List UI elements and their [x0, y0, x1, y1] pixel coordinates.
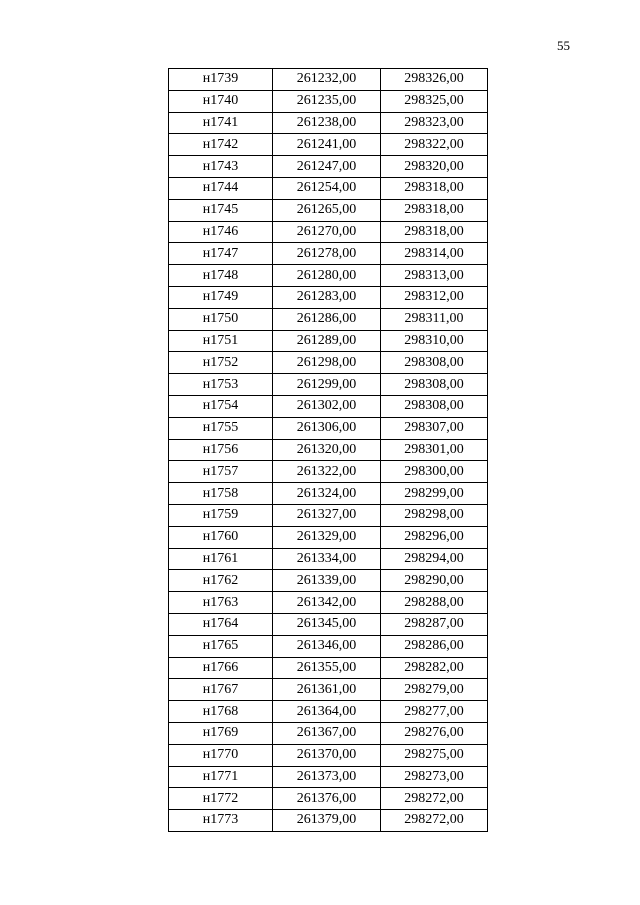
x-coordinate-cell: 261346,00 [273, 635, 381, 657]
x-coordinate-cell: 261238,00 [273, 112, 381, 134]
table-row [169, 701, 488, 723]
y-coordinate-cell: 298325,00 [381, 90, 488, 112]
point-id-cell: н1763 [169, 592, 273, 614]
point-id-cell: н1755 [169, 417, 273, 439]
x-coordinate-cell: 261364,00 [273, 701, 381, 723]
point-id-cell: н1773 [169, 810, 273, 832]
table-row [169, 635, 488, 657]
x-coordinate-cell: 261235,00 [273, 90, 381, 112]
point-id-cell: н1768 [169, 701, 273, 723]
table-row [169, 330, 488, 352]
table-row [169, 177, 488, 199]
point-id-cell: н1740 [169, 90, 273, 112]
table-row [169, 69, 488, 91]
y-coordinate-cell: 298296,00 [381, 526, 488, 548]
point-id-cell: н1761 [169, 548, 273, 570]
point-id-cell: н1748 [169, 265, 273, 287]
point-id-cell: н1757 [169, 461, 273, 483]
x-coordinate-cell: 261324,00 [273, 483, 381, 505]
table-row [169, 286, 488, 308]
table-row [169, 395, 488, 417]
x-coordinate-cell: 261280,00 [273, 265, 381, 287]
y-coordinate-cell: 298307,00 [381, 417, 488, 439]
coordinates-table [168, 68, 488, 832]
point-id-cell: н1743 [169, 156, 273, 178]
point-id-cell: н1752 [169, 352, 273, 374]
y-coordinate-cell: 298287,00 [381, 613, 488, 635]
x-coordinate-cell: 261376,00 [273, 788, 381, 810]
x-coordinate-cell: 261299,00 [273, 374, 381, 396]
y-coordinate-cell: 298310,00 [381, 330, 488, 352]
y-coordinate-cell: 298320,00 [381, 156, 488, 178]
point-id-cell: н1759 [169, 504, 273, 526]
point-id-cell: н1772 [169, 788, 273, 810]
x-coordinate-cell: 261306,00 [273, 417, 381, 439]
x-coordinate-cell: 261241,00 [273, 134, 381, 156]
y-coordinate-cell: 298318,00 [381, 221, 488, 243]
table-row [169, 722, 488, 744]
point-id-cell: н1741 [169, 112, 273, 134]
table-row [169, 417, 488, 439]
table-row [169, 766, 488, 788]
table-row [169, 265, 488, 287]
y-coordinate-cell: 298314,00 [381, 243, 488, 265]
x-coordinate-cell: 261289,00 [273, 330, 381, 352]
y-coordinate-cell: 298301,00 [381, 439, 488, 461]
x-coordinate-cell: 261345,00 [273, 613, 381, 635]
y-coordinate-cell: 298299,00 [381, 483, 488, 505]
y-coordinate-cell: 298298,00 [381, 504, 488, 526]
x-coordinate-cell: 261247,00 [273, 156, 381, 178]
x-coordinate-cell: 261334,00 [273, 548, 381, 570]
x-coordinate-cell: 261379,00 [273, 810, 381, 832]
table-row [169, 483, 488, 505]
point-id-cell: н1754 [169, 395, 273, 417]
y-coordinate-cell: 298308,00 [381, 374, 488, 396]
y-coordinate-cell: 298290,00 [381, 570, 488, 592]
x-coordinate-cell: 261342,00 [273, 592, 381, 614]
x-coordinate-cell: 261302,00 [273, 395, 381, 417]
point-id-cell: н1744 [169, 177, 273, 199]
table-row [169, 526, 488, 548]
x-coordinate-cell: 261322,00 [273, 461, 381, 483]
y-coordinate-cell: 298279,00 [381, 679, 488, 701]
y-coordinate-cell: 298286,00 [381, 635, 488, 657]
x-coordinate-cell: 261320,00 [273, 439, 381, 461]
y-coordinate-cell: 298277,00 [381, 701, 488, 723]
point-id-cell: н1758 [169, 483, 273, 505]
point-id-cell: н1762 [169, 570, 273, 592]
point-id-cell: н1756 [169, 439, 273, 461]
y-coordinate-cell: 298308,00 [381, 352, 488, 374]
table-row [169, 221, 488, 243]
point-id-cell: н1771 [169, 766, 273, 788]
table-row [169, 504, 488, 526]
table-row [169, 352, 488, 374]
table-row [169, 134, 488, 156]
y-coordinate-cell: 298273,00 [381, 766, 488, 788]
x-coordinate-cell: 261278,00 [273, 243, 381, 265]
y-coordinate-cell: 298272,00 [381, 788, 488, 810]
table-row [169, 199, 488, 221]
table-row [169, 788, 488, 810]
point-id-cell: н1747 [169, 243, 273, 265]
point-id-cell: н1760 [169, 526, 273, 548]
point-id-cell: н1746 [169, 221, 273, 243]
point-id-cell: н1749 [169, 286, 273, 308]
y-coordinate-cell: 298318,00 [381, 199, 488, 221]
table-row [169, 156, 488, 178]
table-row [169, 308, 488, 330]
x-coordinate-cell: 261339,00 [273, 570, 381, 592]
table-row [169, 570, 488, 592]
x-coordinate-cell: 261367,00 [273, 722, 381, 744]
table-row [169, 374, 488, 396]
point-id-cell: н1764 [169, 613, 273, 635]
table-row [169, 592, 488, 614]
x-coordinate-cell: 261355,00 [273, 657, 381, 679]
y-coordinate-cell: 298323,00 [381, 112, 488, 134]
point-id-cell: н1770 [169, 744, 273, 766]
x-coordinate-cell: 261254,00 [273, 177, 381, 199]
x-coordinate-cell: 261370,00 [273, 744, 381, 766]
x-coordinate-cell: 261270,00 [273, 221, 381, 243]
y-coordinate-cell: 298312,00 [381, 286, 488, 308]
table-row [169, 810, 488, 832]
page-number: 55 [557, 38, 570, 53]
x-coordinate-cell: 261298,00 [273, 352, 381, 374]
table-row [169, 243, 488, 265]
point-id-cell: н1765 [169, 635, 273, 657]
point-id-cell: н1766 [169, 657, 273, 679]
y-coordinate-cell: 298294,00 [381, 548, 488, 570]
y-coordinate-cell: 298326,00 [381, 69, 488, 91]
table-row [169, 461, 488, 483]
x-coordinate-cell: 261329,00 [273, 526, 381, 548]
x-coordinate-cell: 261373,00 [273, 766, 381, 788]
y-coordinate-cell: 298288,00 [381, 592, 488, 614]
y-coordinate-cell: 298308,00 [381, 395, 488, 417]
table-row [169, 613, 488, 635]
table-row [169, 548, 488, 570]
y-coordinate-cell: 298322,00 [381, 134, 488, 156]
y-coordinate-cell: 298272,00 [381, 810, 488, 832]
table-row [169, 679, 488, 701]
y-coordinate-cell: 298313,00 [381, 265, 488, 287]
table-row [169, 744, 488, 766]
point-id-cell: н1769 [169, 722, 273, 744]
point-id-cell: н1753 [169, 374, 273, 396]
y-coordinate-cell: 298311,00 [381, 308, 488, 330]
x-coordinate-cell: 261286,00 [273, 308, 381, 330]
x-coordinate-cell: 261361,00 [273, 679, 381, 701]
y-coordinate-cell: 298282,00 [381, 657, 488, 679]
x-coordinate-cell: 261232,00 [273, 69, 381, 91]
coordinates-table-body [169, 69, 488, 832]
y-coordinate-cell: 298275,00 [381, 744, 488, 766]
point-id-cell: н1767 [169, 679, 273, 701]
table-row [169, 90, 488, 112]
table-row [169, 439, 488, 461]
point-id-cell: н1751 [169, 330, 273, 352]
y-coordinate-cell: 298276,00 [381, 722, 488, 744]
x-coordinate-cell: 261283,00 [273, 286, 381, 308]
point-id-cell: н1750 [169, 308, 273, 330]
point-id-cell: н1745 [169, 199, 273, 221]
x-coordinate-cell: 261265,00 [273, 199, 381, 221]
point-id-cell: н1739 [169, 69, 273, 91]
point-id-cell: н1742 [169, 134, 273, 156]
x-coordinate-cell: 261327,00 [273, 504, 381, 526]
y-coordinate-cell: 298318,00 [381, 177, 488, 199]
table-row [169, 657, 488, 679]
y-coordinate-cell: 298300,00 [381, 461, 488, 483]
table-row [169, 112, 488, 134]
